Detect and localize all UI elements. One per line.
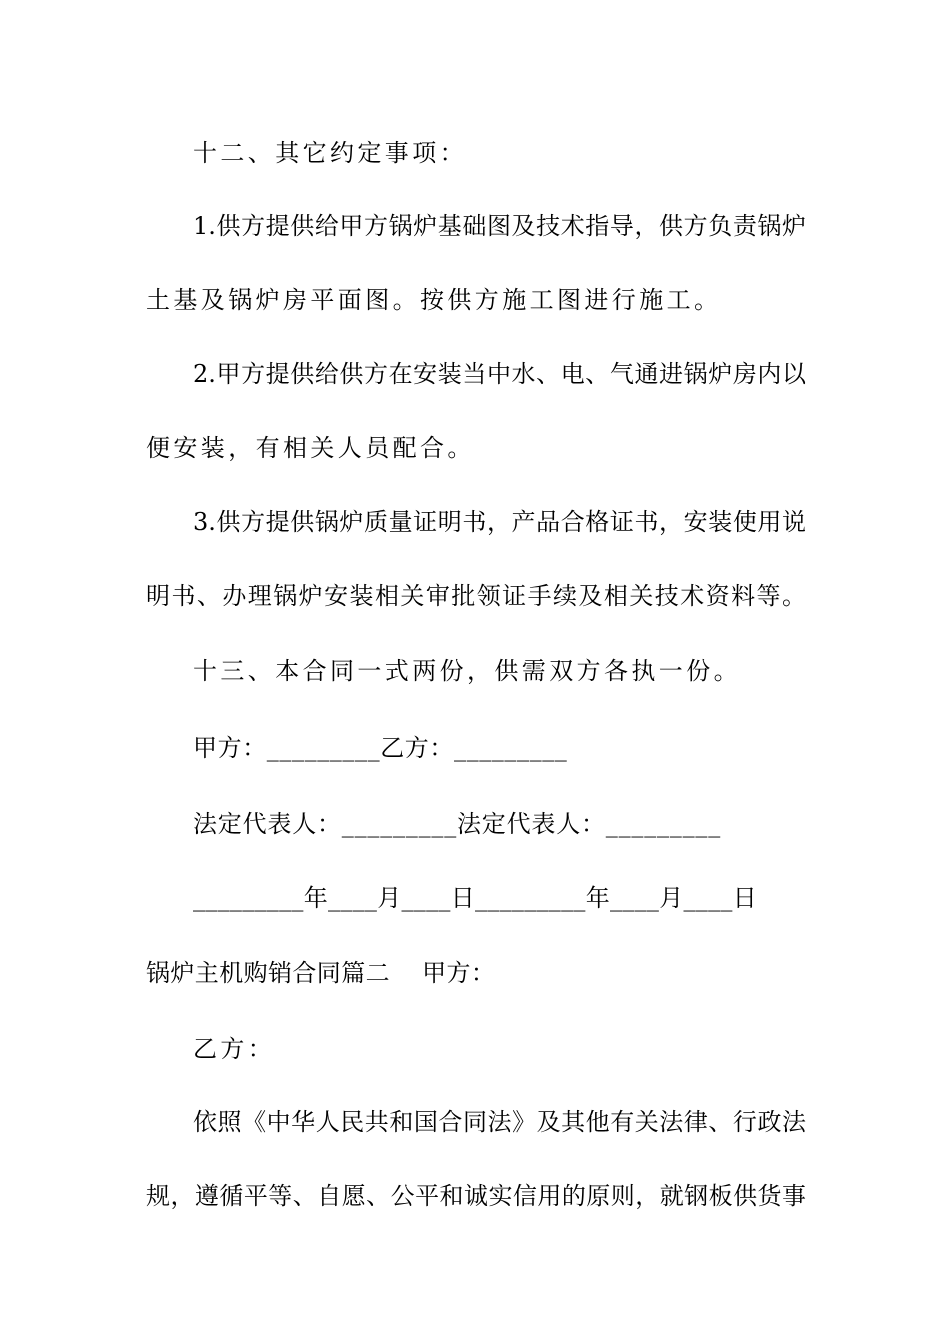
- section-12-heading: 十二、其它约定事项：: [193, 139, 467, 167]
- clause-3-line-2: 明书、办理锅炉安装相关审批领证手续及相关技术资料等。: [146, 582, 806, 610]
- party-b-label: 乙方：: [193, 1035, 276, 1063]
- contract-part-two-heading: 锅炉主机购销合同篇二 甲方：: [146, 959, 496, 987]
- section-13-text: 十三、本合同一式两份，供需双方各执一份。: [193, 657, 741, 685]
- legal-basis-line-2: 规，遵循平等、自愿、公平和诚实信用的原则，就钢板供货事: [146, 1182, 806, 1210]
- date-signature-line: _________年____月____日_________年____月____日: [193, 884, 757, 912]
- clause-2-line-1: 2.甲方提供给供方在安装当中水、电、气通进锅炉房内以: [193, 360, 806, 388]
- clause-1-line-1: 1.供方提供给甲方锅炉基础图及技术指导，供方负责锅炉: [193, 212, 806, 240]
- clause-1-line-2: 土基及锅炉房平面图。按供方施工图进行施工。: [146, 286, 722, 314]
- party-signature-line: 甲方：_________乙方：_________: [193, 734, 568, 762]
- clause-2-line-2: 便安装，有相关人员配合。: [146, 434, 475, 462]
- representative-signature-line: 法定代表人：_________法定代表人：_________: [193, 810, 721, 838]
- clause-3-line-1: 3.供方提供锅炉质量证明书，产品合格证书，安装使用说: [193, 508, 806, 536]
- legal-basis-line-1: 依照《中华人民共和国合同法》及其他有关法律、行政法: [193, 1108, 806, 1136]
